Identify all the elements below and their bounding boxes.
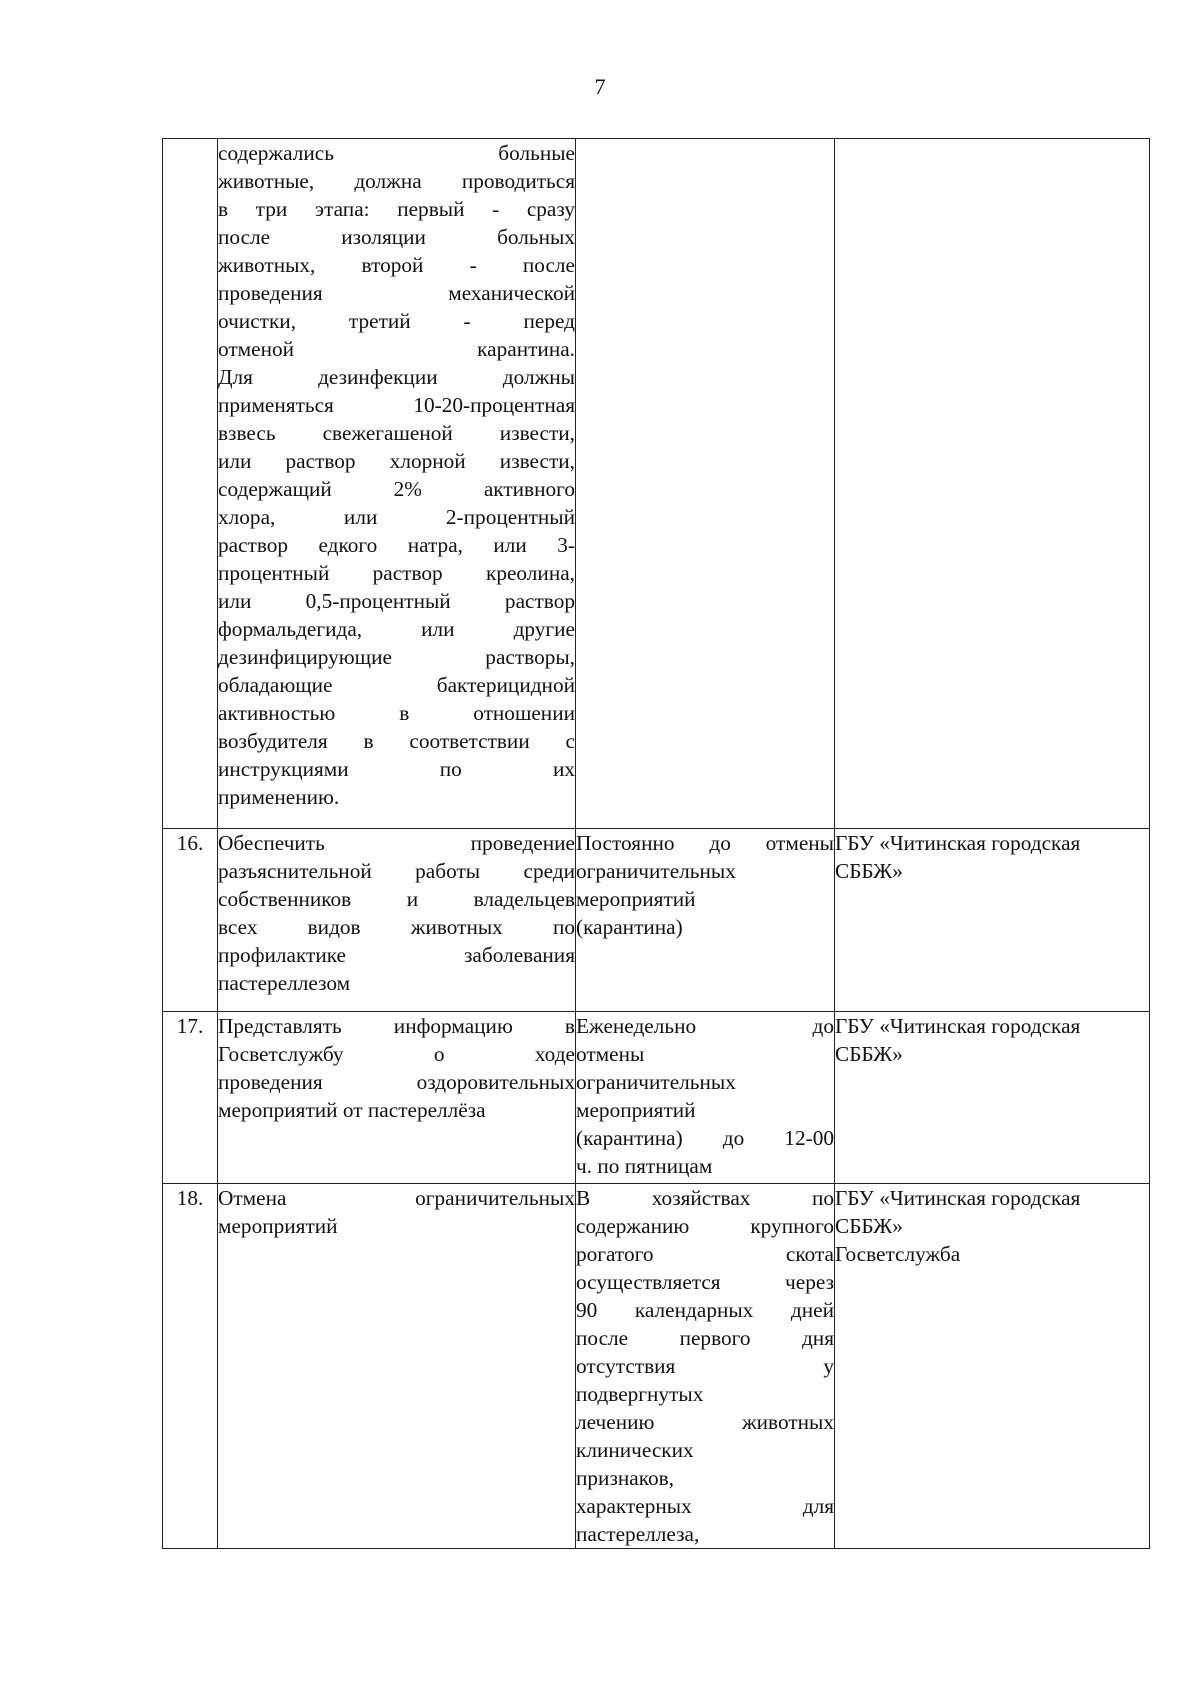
text-line: взвесь свежегашеной извести,: [218, 421, 575, 445]
text-line: содержались больные: [218, 141, 575, 165]
text-line: проведения механической: [218, 281, 575, 305]
text-line: ограничительных: [576, 1070, 736, 1094]
text-line: отсутствия у: [576, 1354, 834, 1378]
text-line: ч. по пятницам: [576, 1154, 713, 1178]
text-line: дезинфицирующие растворы,: [218, 645, 575, 669]
text-line: В хозяйствах по: [576, 1186, 834, 1210]
measure-cell: [218, 829, 576, 1012]
text-line: признаков,: [576, 1466, 674, 1490]
text-line: 90 календарных дней: [576, 1298, 834, 1322]
text-line: очистки, третий - перед: [218, 309, 575, 333]
text-line: СББЖ»: [835, 859, 903, 883]
text-line: клинических: [576, 1438, 694, 1462]
page-number: 7: [594, 74, 606, 99]
text-line: Госветслужбу о ходе: [218, 1042, 575, 1066]
text-line: ГБУ «Читинская городская: [835, 1186, 1081, 1210]
text-line: ограничительных: [576, 859, 736, 883]
text-line: Для дезинфекции должны: [218, 365, 575, 389]
row-number: [163, 139, 218, 829]
text-line: (карантина) до 12-00: [576, 1126, 834, 1150]
table-row: [163, 1184, 1150, 1549]
responsible-cell: [835, 1184, 1150, 1549]
text-line: отменой карантина.: [218, 337, 575, 361]
text-line: хлора, или 2-процентный: [218, 505, 575, 529]
text-line: пастереллезом: [218, 971, 351, 995]
text-line: всех видов животных по: [218, 915, 575, 939]
row-number: 17.: [163, 1012, 218, 1184]
term-cell: [576, 1012, 835, 1184]
text-line: осуществляется через: [576, 1270, 834, 1294]
text-line: характерных для: [576, 1494, 834, 1518]
text-line: лечению животных: [576, 1410, 834, 1434]
term-cell: [576, 829, 835, 1012]
row-number: 18.: [163, 1184, 218, 1549]
text-line: профилактике заболевания: [218, 943, 575, 967]
measures-table: [162, 138, 1150, 1549]
text-line: инструкциями по их: [218, 757, 575, 781]
text-line: пастереллеза,: [576, 1522, 700, 1546]
text-line: Представлять информацию в: [218, 1014, 575, 1038]
text-line: Обеспечить проведение: [218, 831, 575, 855]
text-line: мероприятий: [576, 1098, 696, 1122]
text-line: формальдегида, или другие: [218, 617, 575, 641]
text-line: возбудителя в соответствии с: [218, 729, 575, 753]
responsible-cell: [835, 139, 1150, 829]
table-row: [163, 829, 1150, 1012]
text-line: СББЖ»: [835, 1042, 903, 1066]
text-line: подвергнутых: [576, 1382, 704, 1406]
text-line: Госветслужба: [835, 1242, 961, 1266]
text-line: СББЖ»: [835, 1214, 903, 1238]
text-line: содержанию крупного: [576, 1214, 834, 1238]
text-line: или 0,5-процентный раствор: [218, 589, 575, 613]
text-line: животные, должна проводиться: [218, 169, 575, 193]
text-line: Еженедельно до: [576, 1014, 834, 1038]
text-line: собственников и владельцев: [218, 887, 575, 911]
text-line: после изоляции больных: [218, 225, 575, 249]
responsible-cell: [835, 829, 1150, 1012]
text-line: в три этапа: первый - сразу: [218, 197, 575, 221]
text-line: содержащий 2% активного: [218, 477, 575, 501]
text-line: отмены: [576, 1042, 645, 1066]
text-line: (карантина): [576, 915, 683, 939]
text-line: разъяснительной работы среди: [218, 859, 575, 883]
text-line: обладающие бактерицидной: [218, 673, 575, 697]
table-row: [163, 1012, 1150, 1184]
text-line: применению.: [218, 785, 340, 809]
term-cell: [576, 139, 835, 829]
text-line: после первого дня: [576, 1326, 834, 1350]
term-cell: [576, 1184, 835, 1549]
measure-cell: [218, 1184, 576, 1549]
responsible-cell: [835, 1012, 1150, 1184]
text-line: мероприятий: [218, 1214, 338, 1238]
text-line: применяться 10-20-процентная: [218, 393, 575, 417]
text-line: Отмена ограничительных: [218, 1186, 575, 1210]
row-number: 16.: [163, 829, 218, 1012]
text-line: Постоянно до отмены: [576, 831, 834, 855]
measure-cell: [218, 1012, 576, 1184]
text-line: рогатого скота: [576, 1242, 834, 1266]
measure-cell: [218, 139, 576, 829]
text-line: процентный раствор креолина,: [218, 561, 575, 585]
text-line: проведения оздоровительных: [218, 1070, 575, 1094]
text-line: ГБУ «Читинская городская: [835, 831, 1081, 855]
text-line: активностью в отношении: [218, 701, 575, 725]
text-line: ГБУ «Читинская городская: [835, 1014, 1081, 1038]
text-line: мероприятий: [576, 887, 696, 911]
table-row: [163, 139, 1150, 829]
text-line: или раствор хлорной извести,: [218, 449, 575, 473]
text-line: мероприятий от пастереллёза: [218, 1098, 486, 1122]
text-line: животных, второй - после: [218, 253, 575, 277]
text-line: раствор едкого натра, или 3-: [218, 533, 575, 557]
